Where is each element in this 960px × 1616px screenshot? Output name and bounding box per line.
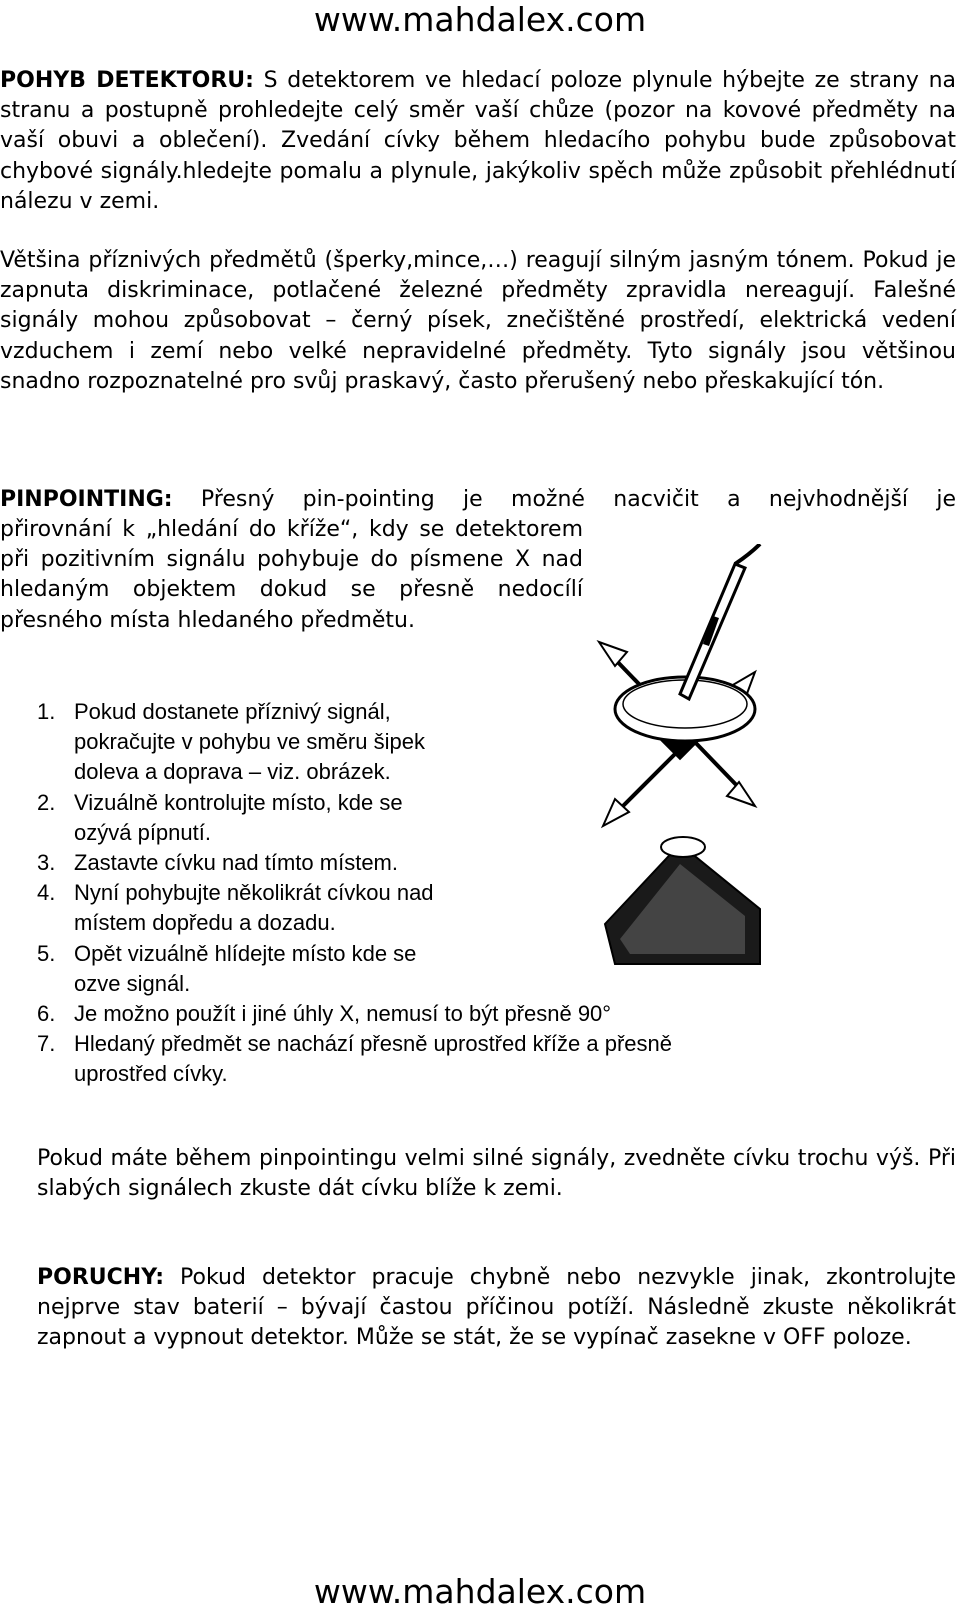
pinpointing-intro-text: Přesný pin-pointing je možné nacvičit a nejvhodnější je bbox=[172, 487, 956, 512]
list-item: 6. Je možno použít i jiné úhly X, nemusí to být přesně 90° bbox=[37, 1001, 612, 1027]
footer-url: www.mahdalex.com bbox=[313, 1572, 647, 1611]
signal-strength-tip: Pokud máte během pinpointingu velmi silné signály, zvedněte cívku trochu výš. Při slabých signálech zkuste dát cívku blíže k zemi. bbox=[37, 1146, 956, 1202]
list-item: 1. Pokud dostanete příznivý signál, pokračujte v pohybu ve směru šipek doleva a doprava – viz. obrázek. bbox=[37, 699, 425, 785]
list-item: 2. Vizuálně kontrolujte místo, kde se ozývá pípnutí. bbox=[37, 789, 403, 845]
faults-heading: PORUCHY: bbox=[37, 1265, 165, 1290]
detector-movement-heading: POHYB DETEKTORU: bbox=[0, 68, 254, 93]
pinpointing-description: přirovnání k „hledání do kříže“, kdy se detektorem při pozitivním signálu pohybuje do písmene X nad hledaným objektem dokud se přesně nedocílí přesného místa hledaného předmětu. bbox=[0, 517, 583, 633]
header-url: www.mahdalex.com bbox=[313, 0, 647, 39]
faults-paragraph bbox=[37, 1263, 956, 1354]
pinpointing-first-line bbox=[0, 485, 956, 515]
signals-paragraph: Většina příznivých předmětů (šperky,mince,…) reagují silným jasným tónem. Pokud je zapnuta diskriminace, potlačené železné předměty zpravidla nereagují. Falešné signály mohou způsobovat – černý písek, znečištěné prostředí, elektrická vedení vzduchem i zemí nebo velké nepravidelné předměty. Tyto signály jsou většinou snadno rozpoznatelné pro svůj praskavý, často přerušený nebo přeskakující tón. bbox=[0, 248, 956, 394]
list-item: 7. Hledaný předmět se nachází přesně uprostřed kříže a přesně uprostřed cívky. bbox=[37, 1031, 672, 1087]
detector-movement-paragraph bbox=[0, 66, 956, 217]
list-item: 5. Opět vizuálně hlídejte místo kde se ozve signál. bbox=[37, 940, 417, 996]
pinpointing-heading: PINPOINTING: bbox=[0, 487, 173, 512]
list-item: 3. Zastavte cívku nad tímto místem. bbox=[37, 850, 398, 876]
pinpointing-steps-list bbox=[37, 697, 917, 1090]
list-item: 4. Nyní pohybujte několikrát cívkou nad místem dopředu a dozadu. bbox=[37, 880, 434, 936]
faults-text: Pokud detektor pracuje chybně nebo nezvykle jinak, zkontrolujte nejprve stav baterií – bývají častou příčinou potíží. Následně zkuste několikrát zapnout a vypnout detektor. Může se stát, že se vypínač zasekne v OFF poloze. bbox=[37, 1265, 956, 1351]
detector-movement-text: S detektorem ve hledací poloze plynule hýbejte ze strany na stranu a postupně prohledejte celý směr vaší chůze (pozor na kovové předměty na vaší obuvi a oblečení). Zvedání cívky během hledacího pohybu bude způsobovat chybové signály.hledejte pomalu a plynule, jakýkoliv spěch může způsobit přehlédnutí nálezu v zemi. bbox=[0, 68, 957, 214]
